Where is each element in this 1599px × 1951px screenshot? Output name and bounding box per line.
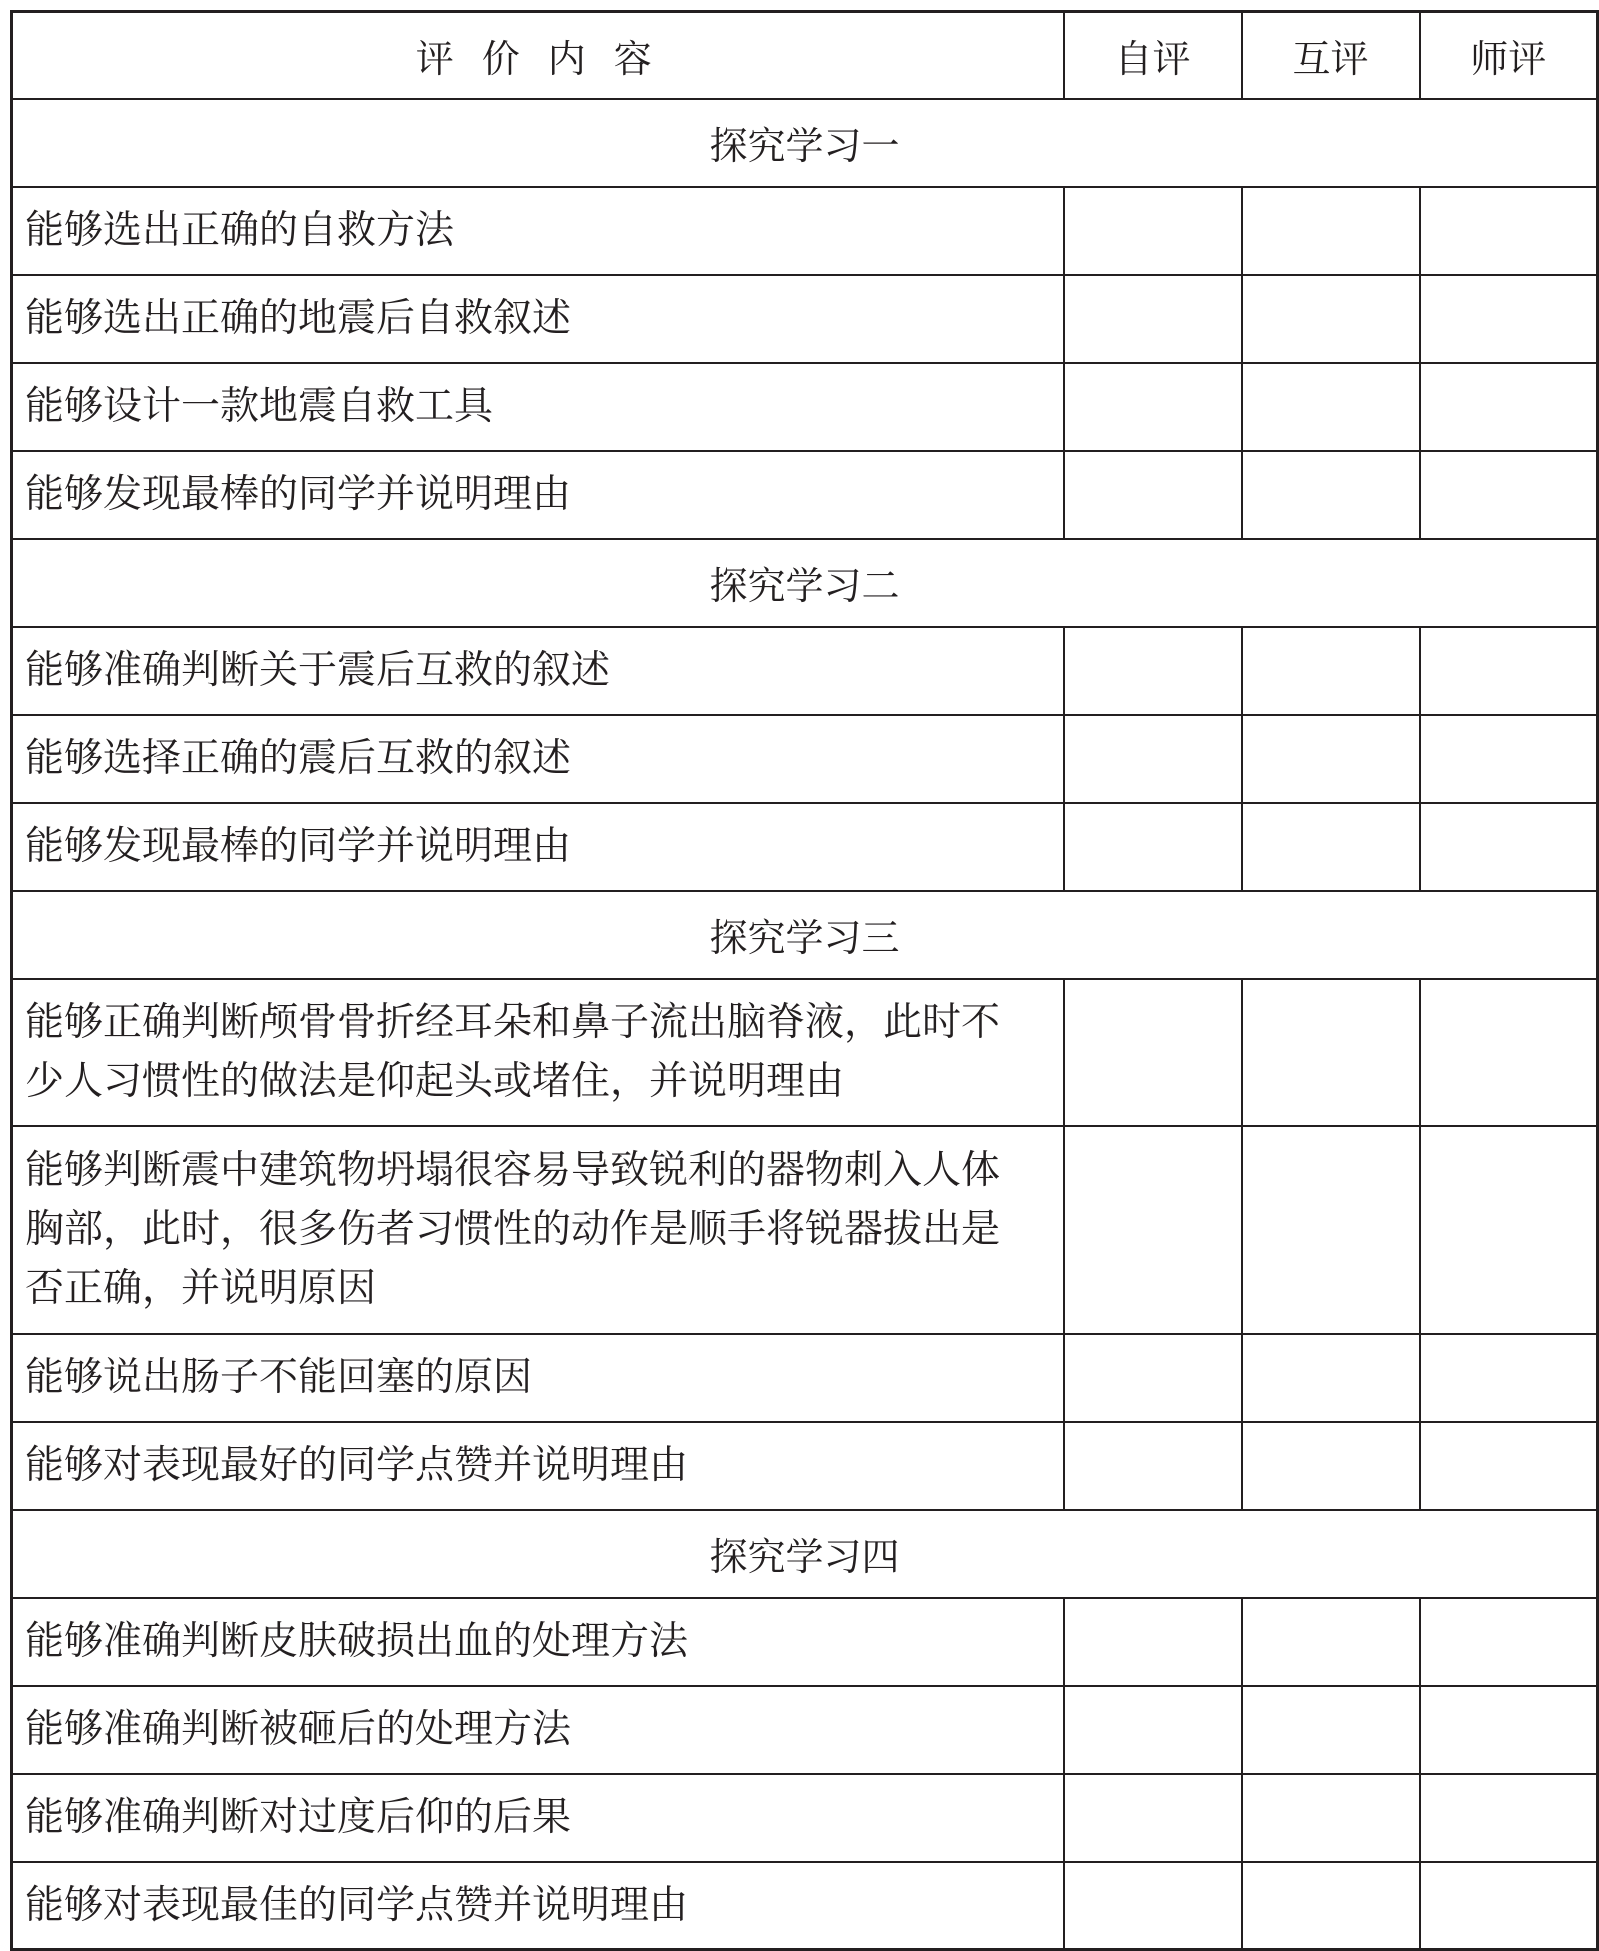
peer-eval-cell[interactable] xyxy=(1242,187,1420,275)
table-row xyxy=(12,1598,1598,1686)
criterion-text: 能够判断震中建筑物坍塌很容易导致锐利的器物刺入人体胸部，此时，很多伤者习惯性的动作是顺手将锐器拔出是否正确，并说明原因 xyxy=(12,1126,1064,1334)
teacher-eval-cell[interactable] xyxy=(1420,1126,1598,1334)
peer-eval-cell[interactable] xyxy=(1242,451,1420,539)
teacher-eval-cell[interactable] xyxy=(1420,451,1598,539)
teacher-eval-cell[interactable] xyxy=(1420,979,1598,1126)
self-eval-cell[interactable] xyxy=(1064,979,1242,1126)
table-row xyxy=(12,363,1598,451)
header-content: 评价内容 xyxy=(12,12,1064,99)
section-row xyxy=(12,891,1598,979)
criterion-text: 能够选出正确的自救方法 xyxy=(12,187,1064,275)
header-teacher-eval: 师评 xyxy=(1420,12,1598,99)
table-row xyxy=(12,187,1598,275)
table-row xyxy=(12,715,1598,803)
table-row xyxy=(12,275,1598,363)
section-title: 探究学习四 xyxy=(12,1510,1598,1598)
teacher-eval-cell[interactable] xyxy=(1420,1774,1598,1862)
self-eval-cell[interactable] xyxy=(1064,803,1242,891)
self-eval-cell[interactable] xyxy=(1064,451,1242,539)
table-row xyxy=(12,1126,1598,1334)
criterion-text: 能够选出正确的地震后自救叙述 xyxy=(12,275,1064,363)
peer-eval-cell[interactable] xyxy=(1242,1334,1420,1422)
table-row xyxy=(12,1686,1598,1774)
peer-eval-cell[interactable] xyxy=(1242,1598,1420,1686)
table-row xyxy=(12,1862,1598,1950)
criterion-text: 能够设计一款地震自救工具 xyxy=(12,363,1064,451)
peer-eval-cell[interactable] xyxy=(1242,1126,1420,1334)
teacher-eval-cell[interactable] xyxy=(1420,1686,1598,1774)
peer-eval-cell[interactable] xyxy=(1242,1862,1420,1950)
table-row xyxy=(12,1774,1598,1862)
criterion-text: 能够准确判断对过度后仰的后果 xyxy=(12,1774,1064,1862)
teacher-eval-cell[interactable] xyxy=(1420,1598,1598,1686)
section-title: 探究学习二 xyxy=(12,539,1598,627)
section-row xyxy=(12,1510,1598,1598)
section-title: 探究学习三 xyxy=(12,891,1598,979)
peer-eval-cell[interactable] xyxy=(1242,627,1420,715)
self-eval-cell[interactable] xyxy=(1064,1774,1242,1862)
section-title: 探究学习一 xyxy=(12,99,1598,187)
self-eval-cell[interactable] xyxy=(1064,627,1242,715)
teacher-eval-cell[interactable] xyxy=(1420,715,1598,803)
criterion-text: 能够选择正确的震后互救的叙述 xyxy=(12,715,1064,803)
peer-eval-cell[interactable] xyxy=(1242,979,1420,1126)
header-peer-eval: 互评 xyxy=(1242,12,1420,99)
self-eval-cell[interactable] xyxy=(1064,715,1242,803)
teacher-eval-cell[interactable] xyxy=(1420,363,1598,451)
table-row xyxy=(12,1422,1598,1510)
peer-eval-cell[interactable] xyxy=(1242,1686,1420,1774)
peer-eval-cell[interactable] xyxy=(1242,363,1420,451)
peer-eval-cell[interactable] xyxy=(1242,1774,1420,1862)
section-row xyxy=(12,539,1598,627)
criterion-text: 能够发现最棒的同学并说明理由 xyxy=(12,451,1064,539)
criterion-text: 能够准确判断被砸后的处理方法 xyxy=(12,1686,1064,1774)
table-row xyxy=(12,803,1598,891)
self-eval-cell[interactable] xyxy=(1064,1598,1242,1686)
criterion-text: 能够发现最棒的同学并说明理由 xyxy=(12,803,1064,891)
peer-eval-cell[interactable] xyxy=(1242,1422,1420,1510)
criterion-text: 能够对表现最好的同学点赞并说明理由 xyxy=(12,1422,1064,1510)
self-eval-cell[interactable] xyxy=(1064,1862,1242,1950)
teacher-eval-cell[interactable] xyxy=(1420,275,1598,363)
peer-eval-cell[interactable] xyxy=(1242,715,1420,803)
peer-eval-cell[interactable] xyxy=(1242,803,1420,891)
criterion-text: 能够准确判断关于震后互救的叙述 xyxy=(12,627,1064,715)
self-eval-cell[interactable] xyxy=(1064,1422,1242,1510)
self-eval-cell[interactable] xyxy=(1064,1334,1242,1422)
criterion-text: 能够说出肠子不能回塞的原因 xyxy=(12,1334,1064,1422)
teacher-eval-cell[interactable] xyxy=(1420,1334,1598,1422)
table-row xyxy=(12,979,1598,1126)
table-row xyxy=(12,451,1598,539)
evaluation-table xyxy=(10,10,1599,1951)
table-row xyxy=(12,1334,1598,1422)
self-eval-cell[interactable] xyxy=(1064,1126,1242,1334)
criterion-text: 能够准确判断皮肤破损出血的处理方法 xyxy=(12,1598,1064,1686)
teacher-eval-cell[interactable] xyxy=(1420,1422,1598,1510)
criterion-text: 能够对表现最佳的同学点赞并说明理由 xyxy=(12,1862,1064,1950)
criterion-text: 能够正确判断颅骨骨折经耳朵和鼻子流出脑脊液，此时不少人习惯性的做法是仰起头或堵住，并说明理由 xyxy=(12,979,1064,1126)
peer-eval-cell[interactable] xyxy=(1242,275,1420,363)
header-row xyxy=(12,12,1598,99)
self-eval-cell[interactable] xyxy=(1064,363,1242,451)
self-eval-cell[interactable] xyxy=(1064,187,1242,275)
teacher-eval-cell[interactable] xyxy=(1420,187,1598,275)
header-self-eval: 自评 xyxy=(1064,12,1242,99)
self-eval-cell[interactable] xyxy=(1064,1686,1242,1774)
table-row xyxy=(12,627,1598,715)
teacher-eval-cell[interactable] xyxy=(1420,1862,1598,1950)
section-row xyxy=(12,99,1598,187)
teacher-eval-cell[interactable] xyxy=(1420,627,1598,715)
self-eval-cell[interactable] xyxy=(1064,275,1242,363)
teacher-eval-cell[interactable] xyxy=(1420,803,1598,891)
